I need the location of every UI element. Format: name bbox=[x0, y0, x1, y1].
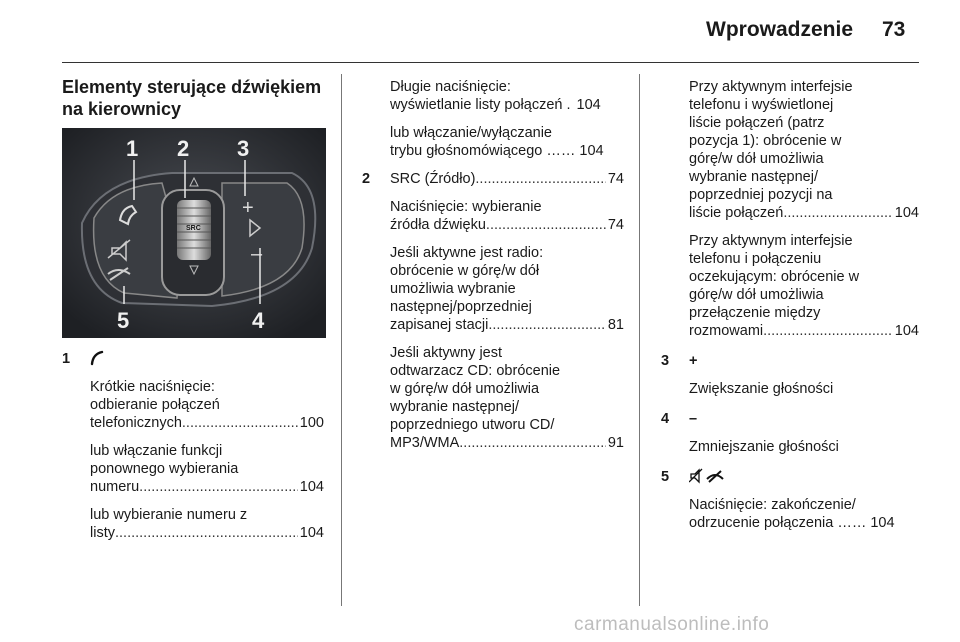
page-reference: 104 bbox=[579, 143, 604, 159]
plus-symbol: + bbox=[242, 197, 254, 219]
index-entry: listy ..... 104 bbox=[90, 524, 324, 542]
item-description: Zmniejszanie głośności bbox=[689, 439, 839, 455]
index-entry: źródła dźwięku ..... 74 bbox=[390, 216, 624, 234]
minus-symbol: – bbox=[689, 411, 698, 427]
item-number: 1 bbox=[62, 351, 71, 367]
continued-item-1 bbox=[362, 78, 624, 160]
item-3 bbox=[661, 352, 919, 398]
page-reference: 104 bbox=[576, 97, 601, 113]
callout-1: 1 bbox=[126, 136, 139, 161]
item-5 bbox=[661, 468, 919, 532]
index-entry: liście połączeń ..... 104 bbox=[689, 204, 919, 222]
paragraph: Przy aktywnym interfejsie telefonu i wyświetlonej liście połączeń (patrz pozycja 1): obrócenie w górę/w dół umożliwia wybranie następnej/ poprzedniej pozycji na liście połączeń ..... 104 bbox=[689, 78, 919, 222]
page-reference: 104 bbox=[894, 205, 919, 221]
callout-2: 2 bbox=[177, 136, 190, 161]
paragraph: lub włączanie funkcji ponownego wybierania numeru ..... 104 bbox=[90, 442, 324, 496]
header-rule bbox=[62, 62, 919, 63]
page-reference: 104 bbox=[299, 479, 324, 495]
item-number: 4 bbox=[661, 411, 670, 427]
index-entry: odrzucenie połączenia …… 104 bbox=[689, 515, 895, 531]
steering-wheel-controls-figure bbox=[62, 128, 326, 338]
paragraph: lub wybieranie numeru z listy ..... 104 bbox=[90, 506, 324, 542]
index-entry: rozmowami ..... 104 bbox=[689, 322, 919, 340]
steering-wheel-photo bbox=[62, 128, 326, 338]
paragraph: Długie naciśnięcie: wyświetlanie listy połączeń . 104 bbox=[390, 78, 624, 114]
index-entry: numeru ..... 104 bbox=[90, 478, 324, 496]
paragraph: Jeśli aktywny jest odtwarzacz CD: obrócenie w górę/w dół umożliwia wybranie następnej/ poprzedniego utworu CD/ MP3/WMA ..... 91 bbox=[390, 344, 624, 452]
callout-4: 4 bbox=[252, 308, 265, 333]
item-2 bbox=[362, 170, 624, 452]
page-reference: 74 bbox=[607, 171, 624, 187]
item-number: 5 bbox=[661, 469, 670, 485]
left-column bbox=[62, 350, 324, 542]
item-description: Zwiększanie głośności bbox=[689, 381, 834, 397]
header-title: Wprowadzenie bbox=[706, 18, 854, 41]
item-number: 3 bbox=[661, 353, 670, 369]
paragraph: Naciśnięcie: zakończenie/ odrzucenie połączenia …… 104 bbox=[689, 496, 919, 532]
callout-5: 5 bbox=[117, 308, 130, 333]
index-entry: wyświetlanie listy połączeń . 104 bbox=[390, 97, 601, 113]
mute-hangup-icon bbox=[689, 468, 919, 486]
item-1 bbox=[62, 350, 324, 542]
paragraph: Naciśnięcie: wybieranie źródła dźwięku ..... 74 bbox=[390, 198, 624, 234]
page-reference: 104 bbox=[894, 323, 919, 339]
minus-symbol: – bbox=[251, 243, 263, 265]
column-divider bbox=[639, 74, 640, 606]
page-number: 73 bbox=[882, 18, 906, 41]
page-reference: 104 bbox=[299, 525, 324, 541]
src-label: SRC bbox=[186, 225, 201, 232]
page-reference: 100 bbox=[299, 415, 324, 431]
plus-symbol: + bbox=[689, 353, 698, 369]
watermark: carmanualsonline.info bbox=[574, 614, 770, 635]
paragraph: Krótkie naciśnięcie: odbieranie połączeń telefonicznych ..... 100 bbox=[90, 378, 324, 432]
paragraph: lub włączanie/wyłączanie trybu głośnomówiącego …… 104 bbox=[390, 124, 624, 160]
paragraph: Jeśli aktywne jest radio: obrócenie w górę/w dół umożliwia wybranie następnej/poprzedniej zapisanej stacji ..... 81 bbox=[390, 244, 624, 334]
item-number: 2 bbox=[362, 171, 371, 187]
page-reference: 91 bbox=[607, 435, 624, 451]
callout-3: 3 bbox=[237, 136, 250, 161]
page-reference: 104 bbox=[870, 515, 895, 531]
page-reference: 74 bbox=[607, 217, 624, 233]
column-divider bbox=[341, 74, 342, 606]
index-entry: telefonicznych ..... 100 bbox=[90, 414, 324, 432]
middle-column bbox=[362, 78, 624, 452]
index-entry: trybu głośnomówiącego …… 104 bbox=[390, 143, 604, 159]
right-column bbox=[661, 78, 919, 532]
index-entry: SRC (Źródło) ..... 74 bbox=[390, 170, 624, 188]
continued-item-2 bbox=[661, 78, 919, 340]
paragraph: Przy aktywnym interfejsie telefonu i połączeniu oczekującym: obrócenie w górę/w dół umożliwia przełączenie między rozmowami ..... 104 bbox=[689, 232, 919, 340]
index-entry: MP3/WMA ..... 91 bbox=[390, 434, 624, 452]
item-4 bbox=[661, 410, 919, 456]
page-reference: 81 bbox=[607, 317, 624, 333]
handset-icon bbox=[90, 350, 324, 368]
index-entry: zapisanej stacji ..... 81 bbox=[390, 316, 624, 334]
section-title: Elementy sterujące dźwiękiem na kierownicy bbox=[62, 77, 322, 119]
